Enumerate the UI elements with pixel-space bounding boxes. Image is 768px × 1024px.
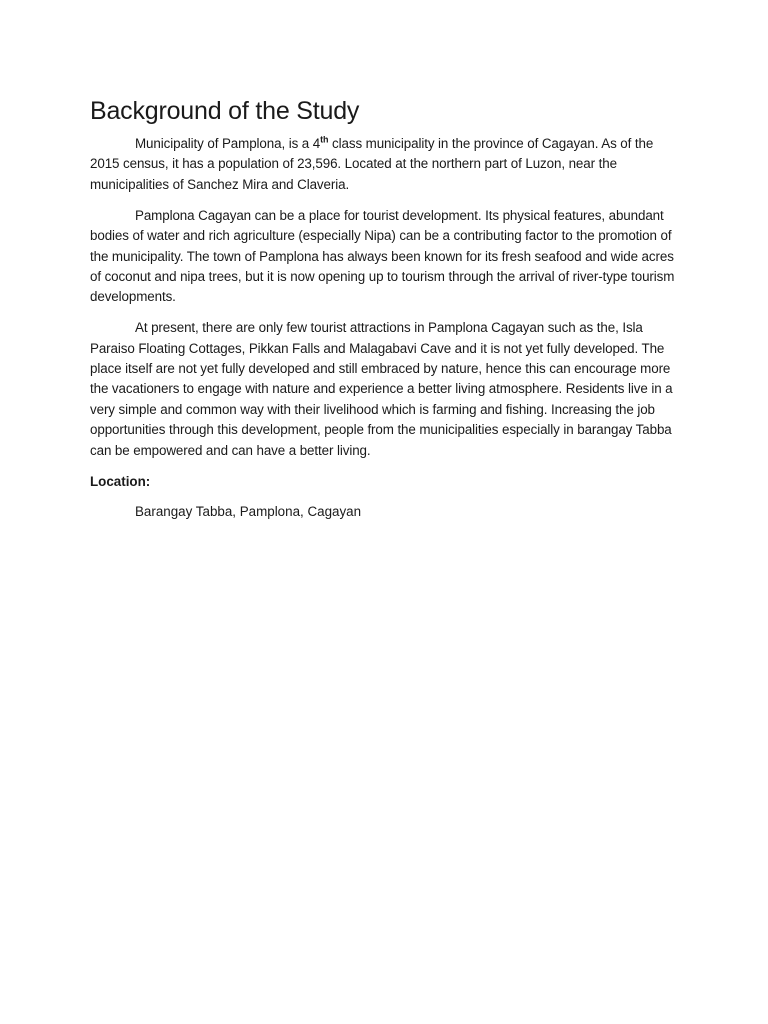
paragraph-tourist-development: Pamplona Cagayan can be a place for tourist development. Its physical features, abundant bodies of water and rich agriculture (especially Nipa) can be a contributing factor to the promotion of the municipality. The town of Pamplona has always been known for its fresh seafood and wide acres of coconut and nipa trees, but it is now opening up to tourism through the arrival of river-type tourism developments. [90,207,675,305]
paragraph-1-rest: class municipality in the province of Cagayan. As of the 2015 census, it has a population of 23,596. Located at the northern part of Luzon, near the municipalities of Sanchez Mira and Claveria. [90,136,654,192]
document-heading: Background of the Study [90,97,360,125]
paragraph-municipality-intro [90,134,682,195]
document-body [90,94,682,522]
ordinal-superscript: th [320,134,329,145]
paragraph-1-start: Municipality of Pamplona, is a 4 [135,136,321,151]
location-value: Barangay Tabba, Pamplona, Cagayan [135,504,362,519]
paragraph-tourist-attractions: At present, there are only few tourist attractions in Pamplona Cagayan such as the, Isla Paraiso Floating Cottages, Pikkan Falls and Malagabavi Cave and it is not yet fully developed. The place itself are not yet fully developed and still embraced by nature, hence this can encourage more the vacationers to engage with nature and experience a better living atmosphere. Residents live in a very simple and common way with their livelihood which is farming and fishing. Increasing the job opportunities through this development, people from the municipalities especially in barangay Tabba can be empowered and can have a better living. [90,320,673,458]
location-label: Location: [90,473,151,489]
